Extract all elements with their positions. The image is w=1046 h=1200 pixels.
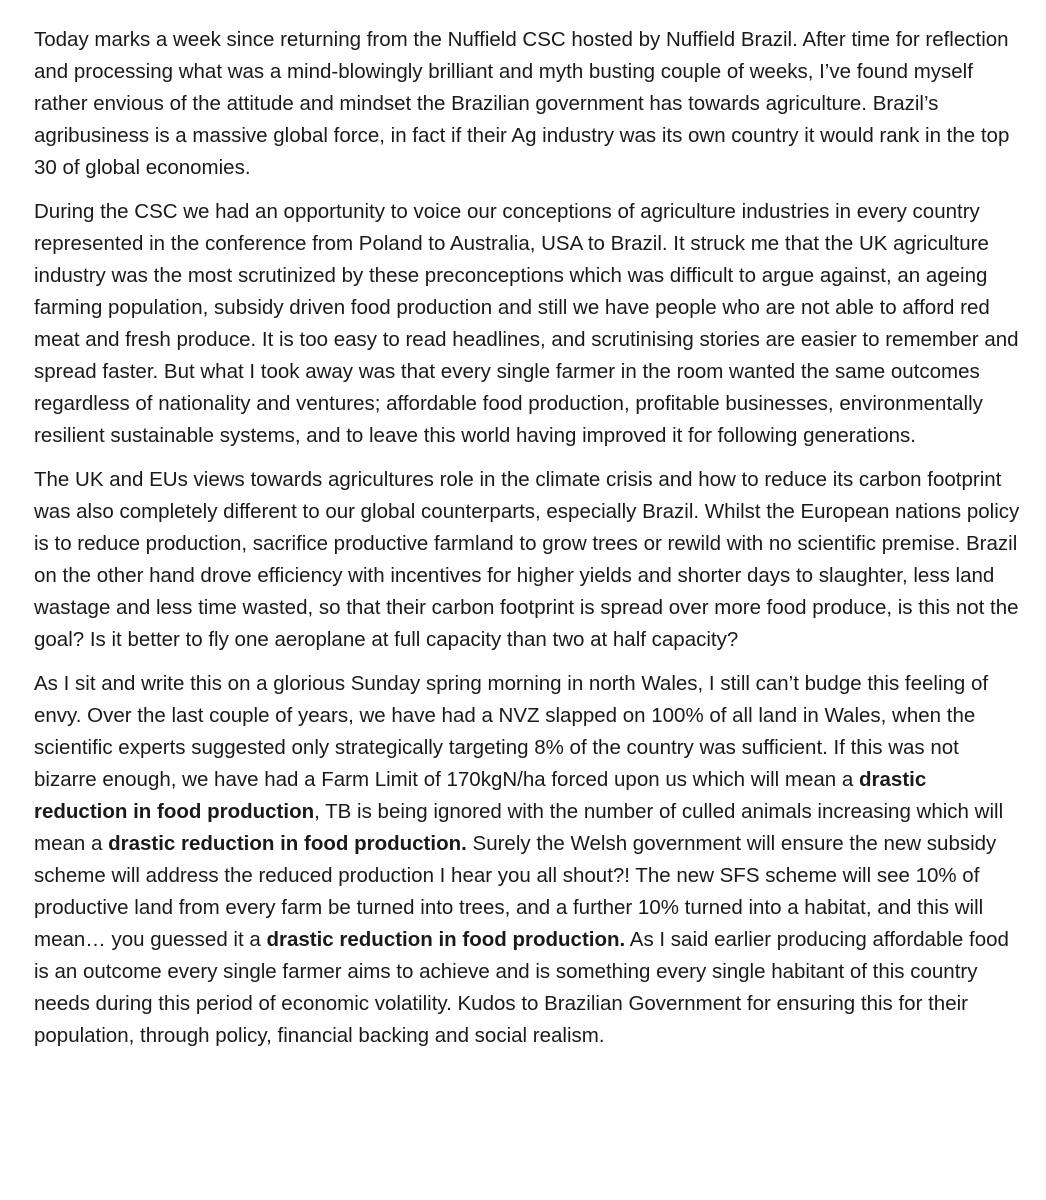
bold-phrase-3: drastic reduction in food production. [266,928,626,951]
paragraph-4 [34,668,1024,1052]
bold-phrase-1: drastic reduction in food production [34,768,927,823]
paragraph-4-text-d: Surely the Welsh government will ensure the new subsidy scheme will address the reduced production I hear you all shout?! The new SFS scheme will see 10% of productive land from every farm be turned into trees, and a further 10% turned into a habitat, and this will mean… you guessed it a [34,832,997,951]
paragraph-3: The UK and EUs views towards agricultures role in the climate crisis and how to reduce its carbon footprint was also completely different to our global counterparts, especially Brazil. Whilst the European nations policy is to reduce production, sacrifice productive farmland to grow trees or rewild with no scientific premise. Brazil on the other hand drove efficiency with incentives for higher yields and shorter days to slaughter, less land wastage and less time wasted, so that their carbon footprint is spread over more food produce, is this not the goal? Is it better to fly one aeroplane at full capacity than two at half capacity? [34,468,1020,651]
paragraph-2: During the CSC we had an opportunity to voice our conceptions of agriculture industries in every country represented in the conference from Poland to Australia, USA to Brazil. It struck me that the UK agriculture industry was the most scrutinized by these preconceptions which was difficult to argue against, an ageing farming population, subsidy driven food production and still we have people who are not able to afford red meat and fresh produce. It is too easy to read headlines, and scrutinising stories are easier to remember and spread faster. But what I took away was that every single farmer in the room wanted the same outcomes regardless of nationality and ventures; affordable food production, profitable businesses, environmentally resilient sustainable systems, and to leave this world having improved it for following generations. [34,200,1019,447]
paragraph-4-text-e: As I said earlier producing affordable food is an outcome every single farmer aims to achieve and is something every single habitant of this country needs during this period of economic volatility. Kudos to Brazilian Government for ensuring this for their population, through policy, financial backing and social realism. [34,928,1009,1047]
paragraph-4-text-c: , TB is being ignored with the number of culled animals increasing which will mean a [34,800,1004,855]
paragraph-1: Today marks a week since returning from the Nuffield CSC hosted by Nuffield Brazil. After time for reflection and processing what was a mind-blowingly brilliant and myth busting couple of weeks, I’ve found myself rather envious of the attitude and mindset the Brazilian government has towards agriculture. Brazil’s agribusiness is a massive global force, in fact if their Ag industry was its own country it would rank in the top 30 of global economies. [34,28,1010,179]
bold-phrase-2: drastic reduction in food production. [108,832,467,855]
paragraph-4-text-a: As I sit and write this on a glorious Sunday spring morning in north Wales, I still can’t budge this feeling of envy. Over the last couple of years, we have had a NVZ slapped on 100% of all land in Wales, when the scientific experts suggested only strategically targeting 8% of the country was sufficient. If this was not bizarre enough, we have had a Farm Limit of 170kgN/ha forced upon us which will mean a [34,672,989,791]
document-body [34,24,1024,1052]
